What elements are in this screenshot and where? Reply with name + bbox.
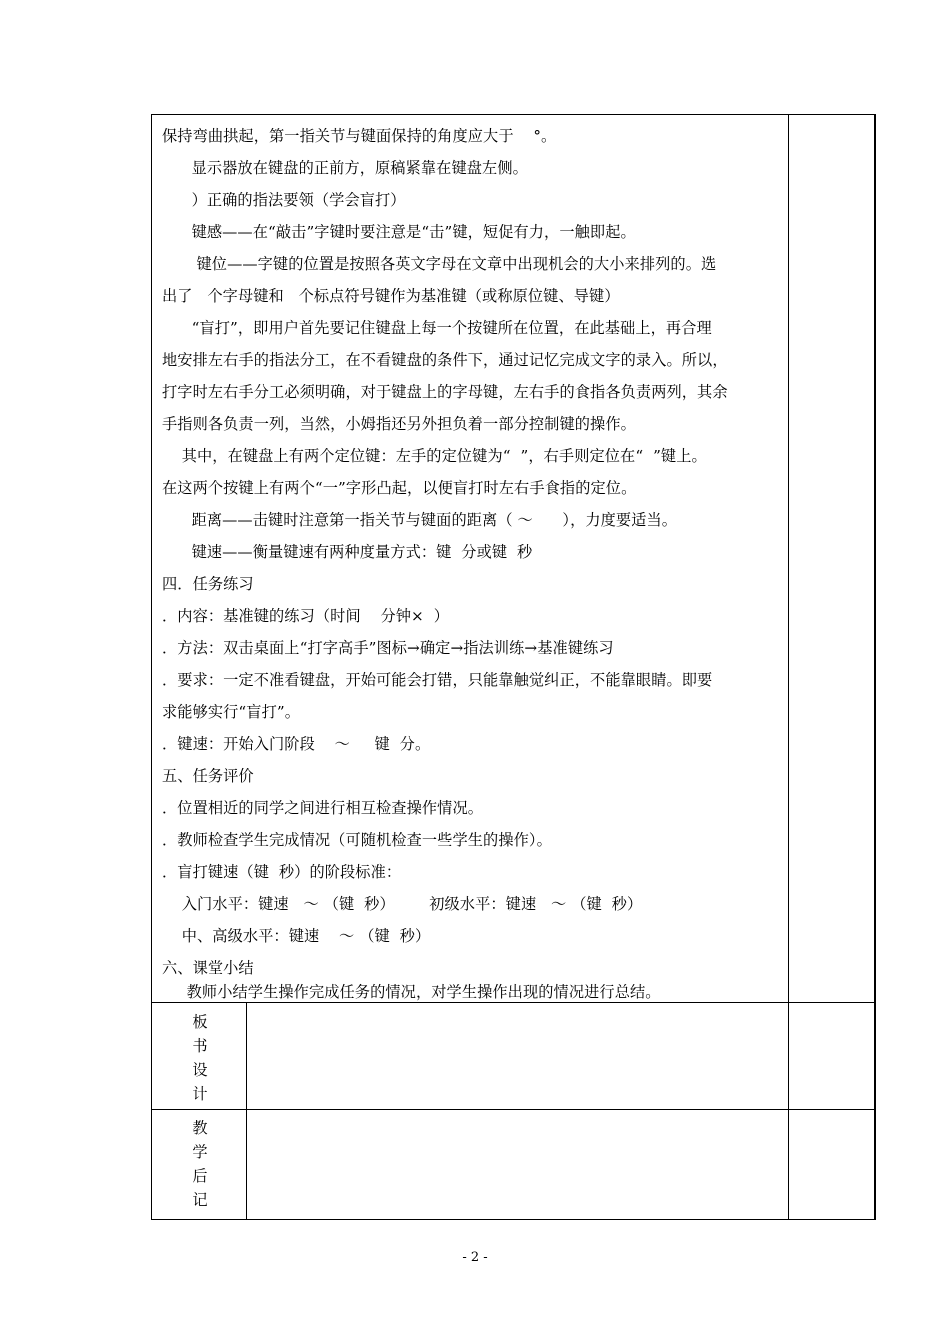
section-heading-4: 四．任务练习 <box>162 575 254 593</box>
text-line-7: “盲打”，即用户首先要记住键盘上每一个按键所在位置，在此基础上，再合理 <box>162 319 712 337</box>
text-line-10: 手指则各负责一列，当然，小姆指还另外担负着一部分控制键的操作。 <box>162 415 636 433</box>
text-line-9: 打字时左右手分工必须明确，对于键盘上的字母键，左右手的食指各负责两列，其余 <box>162 383 728 401</box>
text-line-22: ．位置相近的同学之间进行相互检查操作情况。 <box>162 799 484 817</box>
text-line-26: 中、高级水平：键速 ～ （键 秒） <box>162 927 431 945</box>
text-line-12: 在这两个按键上有两个“一”字形凸起，以便盲打时左右手食指的定位。 <box>162 479 637 497</box>
teaching-notes-char-1: 教 <box>192 1119 208 1137</box>
text-line-1: 保持弯曲拱起，第一指关节与键面保持的角度应大于 °。 <box>162 127 557 145</box>
row-divider-board <box>151 1002 876 1003</box>
label-column-divider <box>246 1002 247 1220</box>
board-design-char-2: 书 <box>192 1037 208 1055</box>
text-line-20: ．键速：开始入门阶段 ～ 键 分。 <box>162 735 431 753</box>
page-number: - 2 - <box>462 1250 488 1265</box>
teaching-notes-char-3: 后 <box>192 1167 208 1185</box>
text-line-8: 地安排左右手的指法分工，在不看键盘的条件下，通过记忆完成文字的录入。所以， <box>162 351 728 369</box>
text-line-6: 出了 个字母键和 个标点符号键作为基准键（或称原位键、导键） <box>162 287 620 305</box>
board-design-char-3: 设 <box>192 1061 208 1079</box>
text-line-2: 显示器放在键盘的正前方，原稿紧靠在键盘左侧。 <box>162 159 528 177</box>
board-design-char-4: 计 <box>192 1085 208 1103</box>
section-heading-5: 五、任务评价 <box>162 767 254 785</box>
section-heading-6: 六、课堂小结 <box>162 959 254 977</box>
row-divider-notes <box>151 1109 876 1110</box>
text-line-18: ．要求：一定不准看键盘，开始可能会打错，只能靠触觉纠正，不能靠眼睛。即要 <box>162 671 713 689</box>
board-design-char-1: 板 <box>192 1013 208 1031</box>
text-line-4: 键感——在“敲击”字键时要注意是“击”键，短促有力，一触即起。 <box>162 223 636 241</box>
text-line-14: 键速——衡量键速有两种度量方式：键 分或键 秒 <box>162 543 533 561</box>
text-line-24: ．盲打键速（键 秒）的阶段标准： <box>162 863 402 881</box>
text-line-3: ）正确的指法要领（学会盲打） <box>162 191 406 209</box>
text-line-19: 求能够实行“盲打”。 <box>162 703 301 721</box>
lesson-table <box>151 114 876 1220</box>
teaching-notes-char-2: 学 <box>192 1143 208 1161</box>
text-line-5: 键位——字键的位置是按照各英文字母在文章中出现机会的大小来排列的。选 <box>162 255 717 273</box>
right-column-divider <box>788 114 789 1220</box>
text-line-11: 其中，在键盘上有两个定位键：左手的定位键为“ ”，右手则定位在“ ”键上。 <box>162 447 707 465</box>
text-line-16: ．内容：基准键的练习（时间 分钟× ） <box>162 607 449 625</box>
text-line-28: 教师小结学生操作完成任务的情况，对学生操作出现的情况进行总结。 <box>162 983 661 1001</box>
text-line-17: ．方法：双击桌面上“打字高手”图标→确定→指法训练→基准键练习 <box>162 639 614 657</box>
text-line-23: ．教师检查学生完成情况（可随机检查一些学生的操作）。 <box>162 831 552 849</box>
text-line-25: 入门水平：键速 ～ （键 秒） 初级水平：键速 ～ （键 秒） <box>162 895 643 913</box>
teaching-notes-char-4: 记 <box>192 1191 208 1209</box>
text-line-13: 距离——击键时注意第一指关节与键面的距离（ ～ ），力度要适当。 <box>162 511 678 529</box>
